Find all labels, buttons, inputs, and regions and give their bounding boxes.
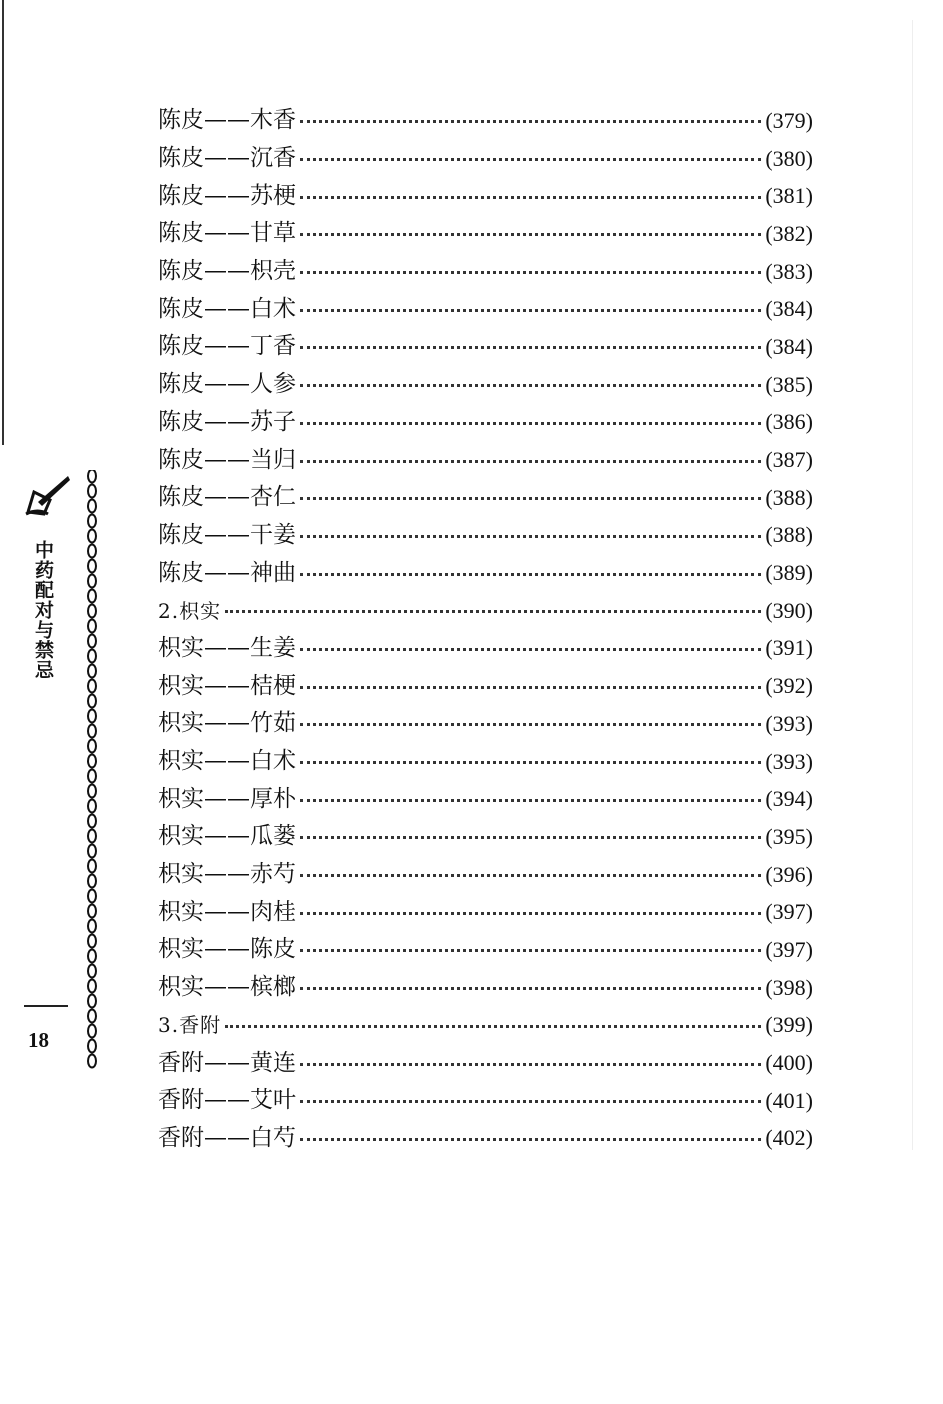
scan-edge [912,20,913,1150]
toc-entry-page: (390) [765,597,813,623]
toc-entry-label: 枳实——桔梗 [158,672,296,699]
dot-leader [300,751,761,764]
toc-entry [158,404,813,442]
toc-entry-label: 枳实——陈皮 [158,936,296,963]
toc-entry [158,969,813,1007]
toc-entry [158,931,813,969]
pen-icon [24,472,72,518]
toc-entry-page: (382) [765,220,813,246]
toc-entry-label: 枳实——生姜 [158,634,296,661]
toc-entry-page: (395) [765,823,813,849]
dot-leader [300,563,761,576]
toc-entry-label: 枳实——瓜蒌 [158,823,296,850]
dot-leader [225,1015,761,1028]
toc-entry [158,630,813,668]
toc-entry [158,1082,813,1120]
toc-entry-page: (400) [765,1050,813,1076]
toc-entry-label: 陈皮——沉香 [158,145,296,172]
dot-leader [300,638,761,651]
toc-entry-label: 陈皮——人参 [158,371,296,398]
toc-entry [158,818,813,856]
toc-entry-label: 枳实——赤芍 [158,861,296,888]
toc-entry-label: 陈皮——白术 [158,295,296,322]
toc-entry-page: (383) [765,258,813,284]
toc-entry-page: (380) [765,145,813,171]
toc-entry-label: 2.枳实 [158,598,222,623]
dot-leader [300,261,761,274]
dot-leader [300,186,761,199]
toc-entry-label: 枳实——槟榔 [158,974,296,1001]
toc-entry [158,517,813,555]
book-title: 中药配对与禁忌 [32,540,54,680]
toc-entry-page: (386) [765,409,813,435]
toc-entry-label: 香附——白芍 [158,1124,296,1151]
dot-leader [300,977,761,990]
toc-entry [158,441,813,479]
dot-leader [300,826,761,839]
toc-entry-page: (385) [765,371,813,397]
dot-leader [300,110,761,123]
dot-leader [300,902,761,915]
dot-leader [300,223,761,236]
toc-entry [158,328,813,366]
toc-entry-label: 陈皮——干姜 [158,521,296,548]
toc-entry-label: 枳实——肉桂 [158,898,296,925]
dot-leader [225,600,761,613]
table-of-contents [158,102,813,1157]
toc-entry-label: 陈皮——枳壳 [158,258,296,285]
toc-entry [158,893,813,931]
dot-leader [300,1053,761,1066]
toc-entry-label: 陈皮——神曲 [158,559,296,586]
dot-leader [300,789,761,802]
toc-entry-label: 枳实——厚朴 [158,785,296,812]
page-number: 18 [28,1028,49,1052]
toc-entry-page: (384) [765,296,813,322]
toc-entry-page: (388) [765,484,813,510]
toc-entry-label: 陈皮——苏子 [158,408,296,435]
toc-entry-page: (391) [765,635,813,661]
toc-entry [158,290,813,328]
toc-entry-page: (402) [765,1125,813,1151]
toc-entry [158,554,813,592]
toc-entry-page: (388) [765,522,813,548]
dot-leader [300,1090,761,1103]
dot-leader [300,148,761,161]
toc-entry-page: (387) [765,447,813,473]
toc-entry [158,140,813,178]
toc-entry [158,705,813,743]
toc-entry-label: 陈皮——甘草 [158,220,296,247]
toc-entry-page: (394) [765,786,813,812]
toc-entry [158,743,813,781]
toc-entry-label: 陈皮——杏仁 [158,484,296,511]
toc-entry-page: (393) [765,748,813,774]
toc-entry-page: (396) [765,861,813,887]
toc-entry-label: 陈皮——当归 [158,446,296,473]
page-rule [24,1005,68,1007]
toc-entry-page: (379) [765,107,813,133]
toc-entry [158,667,813,705]
toc-entry [158,479,813,517]
toc-entry-label: 香附——艾叶 [158,1087,296,1114]
toc-entry [158,856,813,894]
toc-entry-page: (398) [765,974,813,1000]
dot-leader [300,1128,761,1141]
toc-entry-page: (393) [765,710,813,736]
dot-leader [300,336,761,349]
toc-entry-label: 陈皮——丁香 [158,333,296,360]
dot-leader [300,713,761,726]
binding-line [2,0,4,445]
toc-entry [158,1007,813,1045]
dot-leader [300,939,761,952]
toc-entry-label: 枳实——白术 [158,748,296,775]
toc-entry-page: (392) [765,673,813,699]
toc-entry-page: (401) [765,1087,813,1113]
toc-entry-page: (397) [765,936,813,962]
dot-leader [300,450,761,463]
toc-entry [158,253,813,291]
chain-ornament [82,470,102,1080]
toc-entry-page: (389) [765,560,813,586]
toc-entry-page: (381) [765,183,813,209]
toc-entry [158,177,813,215]
toc-entry-label: 香附——黄连 [158,1049,296,1076]
dot-leader [300,864,761,877]
toc-entry [158,1120,813,1158]
toc-entry-page: (399) [765,1012,813,1038]
dot-leader [300,374,761,387]
toc-entry-label: 枳实——竹茹 [158,710,296,737]
toc-entry-label: 陈皮——苏梗 [158,182,296,209]
toc-entry [158,102,813,140]
toc-entry-page: (384) [765,333,813,359]
toc-entry-label: 陈皮——木香 [158,107,296,134]
toc-entry [158,1044,813,1082]
dot-leader [300,525,761,538]
dot-leader [300,487,761,500]
dot-leader [300,412,761,425]
dot-leader [300,676,761,689]
toc-entry-page: (397) [765,899,813,925]
toc-entry [158,215,813,253]
toc-entry [158,592,813,630]
dot-leader [300,299,761,312]
toc-entry [158,366,813,404]
toc-entry-label: 3.香附 [158,1013,222,1038]
toc-entry [158,780,813,818]
